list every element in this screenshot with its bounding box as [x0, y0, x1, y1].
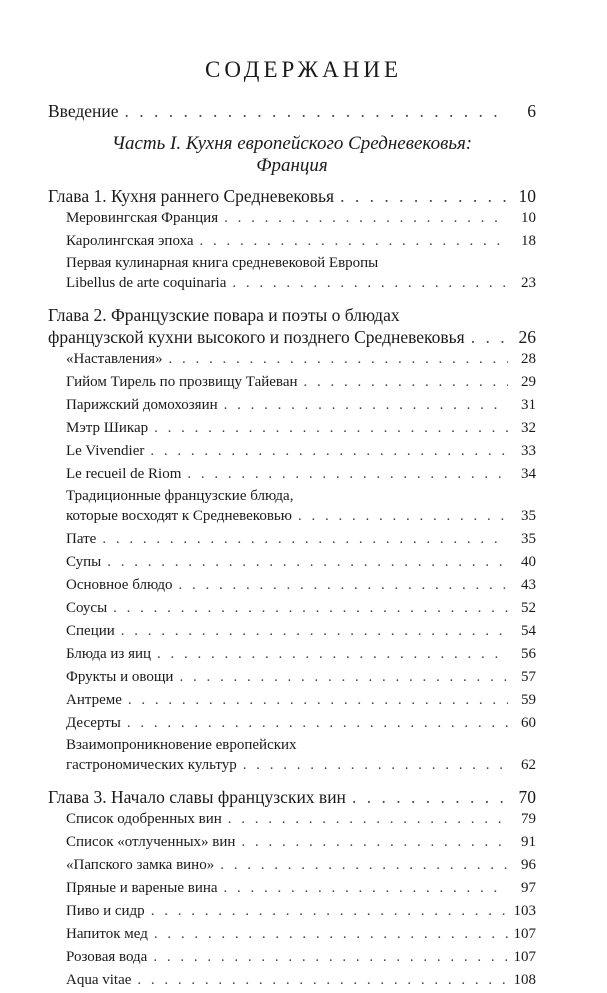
part-heading-line2: Франция: [256, 155, 328, 176]
leader-dots: [298, 506, 508, 526]
toc-entry[interactable]: [48, 575, 536, 598]
toc-label: которые восходят к Средневековью: [66, 508, 292, 524]
leader-dots: [340, 185, 508, 207]
page-number: 62: [521, 757, 536, 773]
leader-dots: [153, 947, 507, 967]
leader-dots: [121, 621, 508, 641]
toc-entry[interactable]: [48, 924, 536, 947]
page-number: 43: [521, 577, 536, 593]
toc-entry[interactable]: [48, 644, 536, 667]
toc-entry[interactable]: [48, 690, 536, 713]
toc-label: Гийом Тирель по прозвищу Тайеван: [66, 374, 298, 390]
page-number: 54: [521, 623, 536, 639]
toc-label-line1: Первая кулинарная книга средневековой Европы: [66, 255, 379, 271]
leader-dots: [102, 529, 508, 549]
leader-dots: [179, 667, 508, 687]
toc-label: «Наставления»: [66, 351, 163, 367]
page-number: 40: [521, 554, 536, 570]
page-number: 35: [521, 531, 536, 547]
page-number: 103: [513, 903, 536, 919]
leader-dots: [128, 690, 508, 710]
page-number: 32: [521, 420, 536, 436]
page-number: 52: [521, 600, 536, 616]
page-number: 97: [521, 880, 536, 896]
leader-dots: [113, 598, 508, 618]
leader-dots: [137, 970, 507, 990]
page-number: 108: [513, 972, 536, 988]
toc-entry[interactable]: [48, 552, 536, 575]
toc-entry[interactable]: [48, 506, 536, 529]
toc-entry-chapter-3[interactable]: [48, 786, 536, 809]
toc-entry[interactable]: [48, 809, 536, 832]
toc-label: Пиво и сидр: [66, 903, 145, 919]
toc-entry-chapter-2[interactable]: [48, 326, 536, 349]
toc-label: Напиток мед: [66, 926, 148, 942]
toc-entry[interactable]: [48, 755, 536, 778]
toc-label: Супы: [66, 554, 102, 570]
page-number: 29: [521, 374, 536, 390]
toc-label-line1: Традиционные французские блюда,: [66, 488, 294, 504]
toc-label: Глава 1. Кухня раннего Средневековья: [48, 186, 335, 206]
toc-entry[interactable]: [48, 947, 536, 970]
toc-label-line1: Взаимопроникновение европейских: [66, 737, 297, 753]
chapter-2-line1: Глава 2. Французские повара и поэты о блюдах: [48, 305, 400, 325]
page-number: 60: [521, 715, 536, 731]
toc-entry[interactable]: [48, 372, 536, 395]
leader-dots: [125, 100, 508, 122]
toc-entry[interactable]: [48, 395, 536, 418]
page-number: 107: [513, 926, 536, 942]
toc-entry[interactable]: [48, 621, 536, 644]
toc-entry[interactable]: [48, 441, 536, 464]
toc-entry[interactable]: [48, 464, 536, 487]
leader-dots: [224, 208, 508, 228]
toc-entry[interactable]: [48, 970, 536, 993]
toc-entry[interactable]: [48, 529, 536, 552]
leader-dots: [232, 273, 508, 293]
leader-dots: [107, 552, 508, 572]
toc-entry[interactable]: [48, 349, 536, 372]
toc-label: Специи: [66, 623, 115, 639]
page-number: 23: [521, 275, 536, 291]
page-number: 79: [521, 811, 536, 827]
toc-label: Блюда из яиц: [66, 646, 152, 662]
page-number: 57: [521, 669, 536, 685]
page-number: 96: [521, 857, 536, 873]
table-of-contents: [48, 100, 536, 993]
leader-dots: [224, 878, 508, 898]
leader-dots: [169, 349, 508, 369]
page-number: 10: [521, 210, 536, 226]
toc-label: Глава 3. Начало славы французских вин: [48, 787, 346, 807]
leader-dots: [179, 575, 508, 595]
toc-label: Le Vivendier: [66, 443, 145, 459]
part-heading: [48, 133, 536, 177]
toc-label: Фрукты и овощи: [66, 669, 174, 685]
toc-label: Парижский домохозяин: [66, 397, 218, 413]
page-title: СОДЕРЖАНИЕ: [204, 57, 402, 82]
page-number: 10: [518, 186, 536, 206]
page-number: 28: [521, 351, 536, 367]
page-number: 59: [521, 692, 536, 708]
toc-label: гастрономических культур: [66, 757, 237, 773]
page-number: 31: [521, 397, 536, 413]
leader-dots: [200, 231, 508, 251]
leader-dots: [224, 395, 508, 415]
leader-dots: [151, 901, 508, 921]
toc-entry[interactable]: [48, 901, 536, 924]
leader-dots: [127, 713, 508, 733]
page-number: 107: [513, 949, 536, 965]
toc-label: Введение: [48, 101, 119, 121]
toc-entry[interactable]: [48, 878, 536, 901]
leader-dots: [187, 464, 508, 484]
leader-dots: [150, 441, 508, 461]
toc-label: Le recueil de Riom: [66, 466, 182, 482]
toc-label: Основное блюдо: [66, 577, 173, 593]
toc-label: Антреме: [66, 692, 122, 708]
leader-dots: [157, 644, 508, 664]
toc-label: Aqua vitae: [66, 972, 132, 988]
page-number: 18: [521, 233, 536, 249]
toc-entry[interactable]: [48, 418, 536, 441]
toc-label: Розовая вода: [66, 949, 148, 965]
part-heading-line1: Часть I. Кухня европейского Средневековья:: [111, 133, 473, 154]
toc-entry[interactable]: [48, 855, 536, 878]
leader-dots: [220, 855, 508, 875]
toc-entry[interactable]: [48, 832, 536, 855]
toc-label: Libellus de arte coquinaria: [66, 275, 227, 291]
toc-label: Пряные и вареные вина: [66, 880, 218, 896]
toc-entry[interactable]: [48, 667, 536, 690]
page-number: 26: [518, 327, 536, 347]
toc-label: Меровингская Франция: [66, 210, 219, 226]
toc-label: Мэтр Шикар: [66, 420, 149, 436]
page-number: 34: [521, 466, 536, 482]
toc-label: Соусы: [66, 600, 108, 616]
page-number: 6: [527, 101, 536, 121]
toc-label: французской кухни высокого и позднего Средневековья: [48, 327, 465, 347]
page-number: 56: [521, 646, 536, 662]
leader-dots: [471, 326, 508, 348]
toc-entry[interactable]: [48, 231, 536, 254]
toc-label: Список одобренных вин: [66, 811, 222, 827]
toc-entry-intro[interactable]: [48, 100, 536, 123]
page-number: 35: [521, 508, 536, 524]
page-number: 70: [518, 787, 536, 807]
leader-dots: [228, 809, 508, 829]
leader-dots: [241, 832, 508, 852]
page-number: 91: [521, 834, 536, 850]
toc-label: «Папского замка вино»: [66, 857, 215, 873]
leader-dots: [352, 786, 508, 808]
toc-entry[interactable]: [48, 598, 536, 621]
leader-dots: [304, 372, 508, 392]
page-number: 33: [521, 443, 536, 459]
toc-entry[interactable]: [48, 713, 536, 736]
toc-label: Список «отлученных» вин: [66, 834, 236, 850]
toc-entry[interactable]: [48, 208, 536, 231]
toc-label: Десерты: [66, 715, 121, 731]
toc-entry[interactable]: [48, 273, 536, 296]
leader-dots: [154, 924, 508, 944]
toc-entry-chapter-1[interactable]: [48, 185, 536, 208]
toc-label: Каролингская эпоха: [66, 233, 194, 249]
leader-dots: [154, 418, 508, 438]
toc-label: Пате: [66, 531, 97, 547]
leader-dots: [243, 755, 508, 775]
